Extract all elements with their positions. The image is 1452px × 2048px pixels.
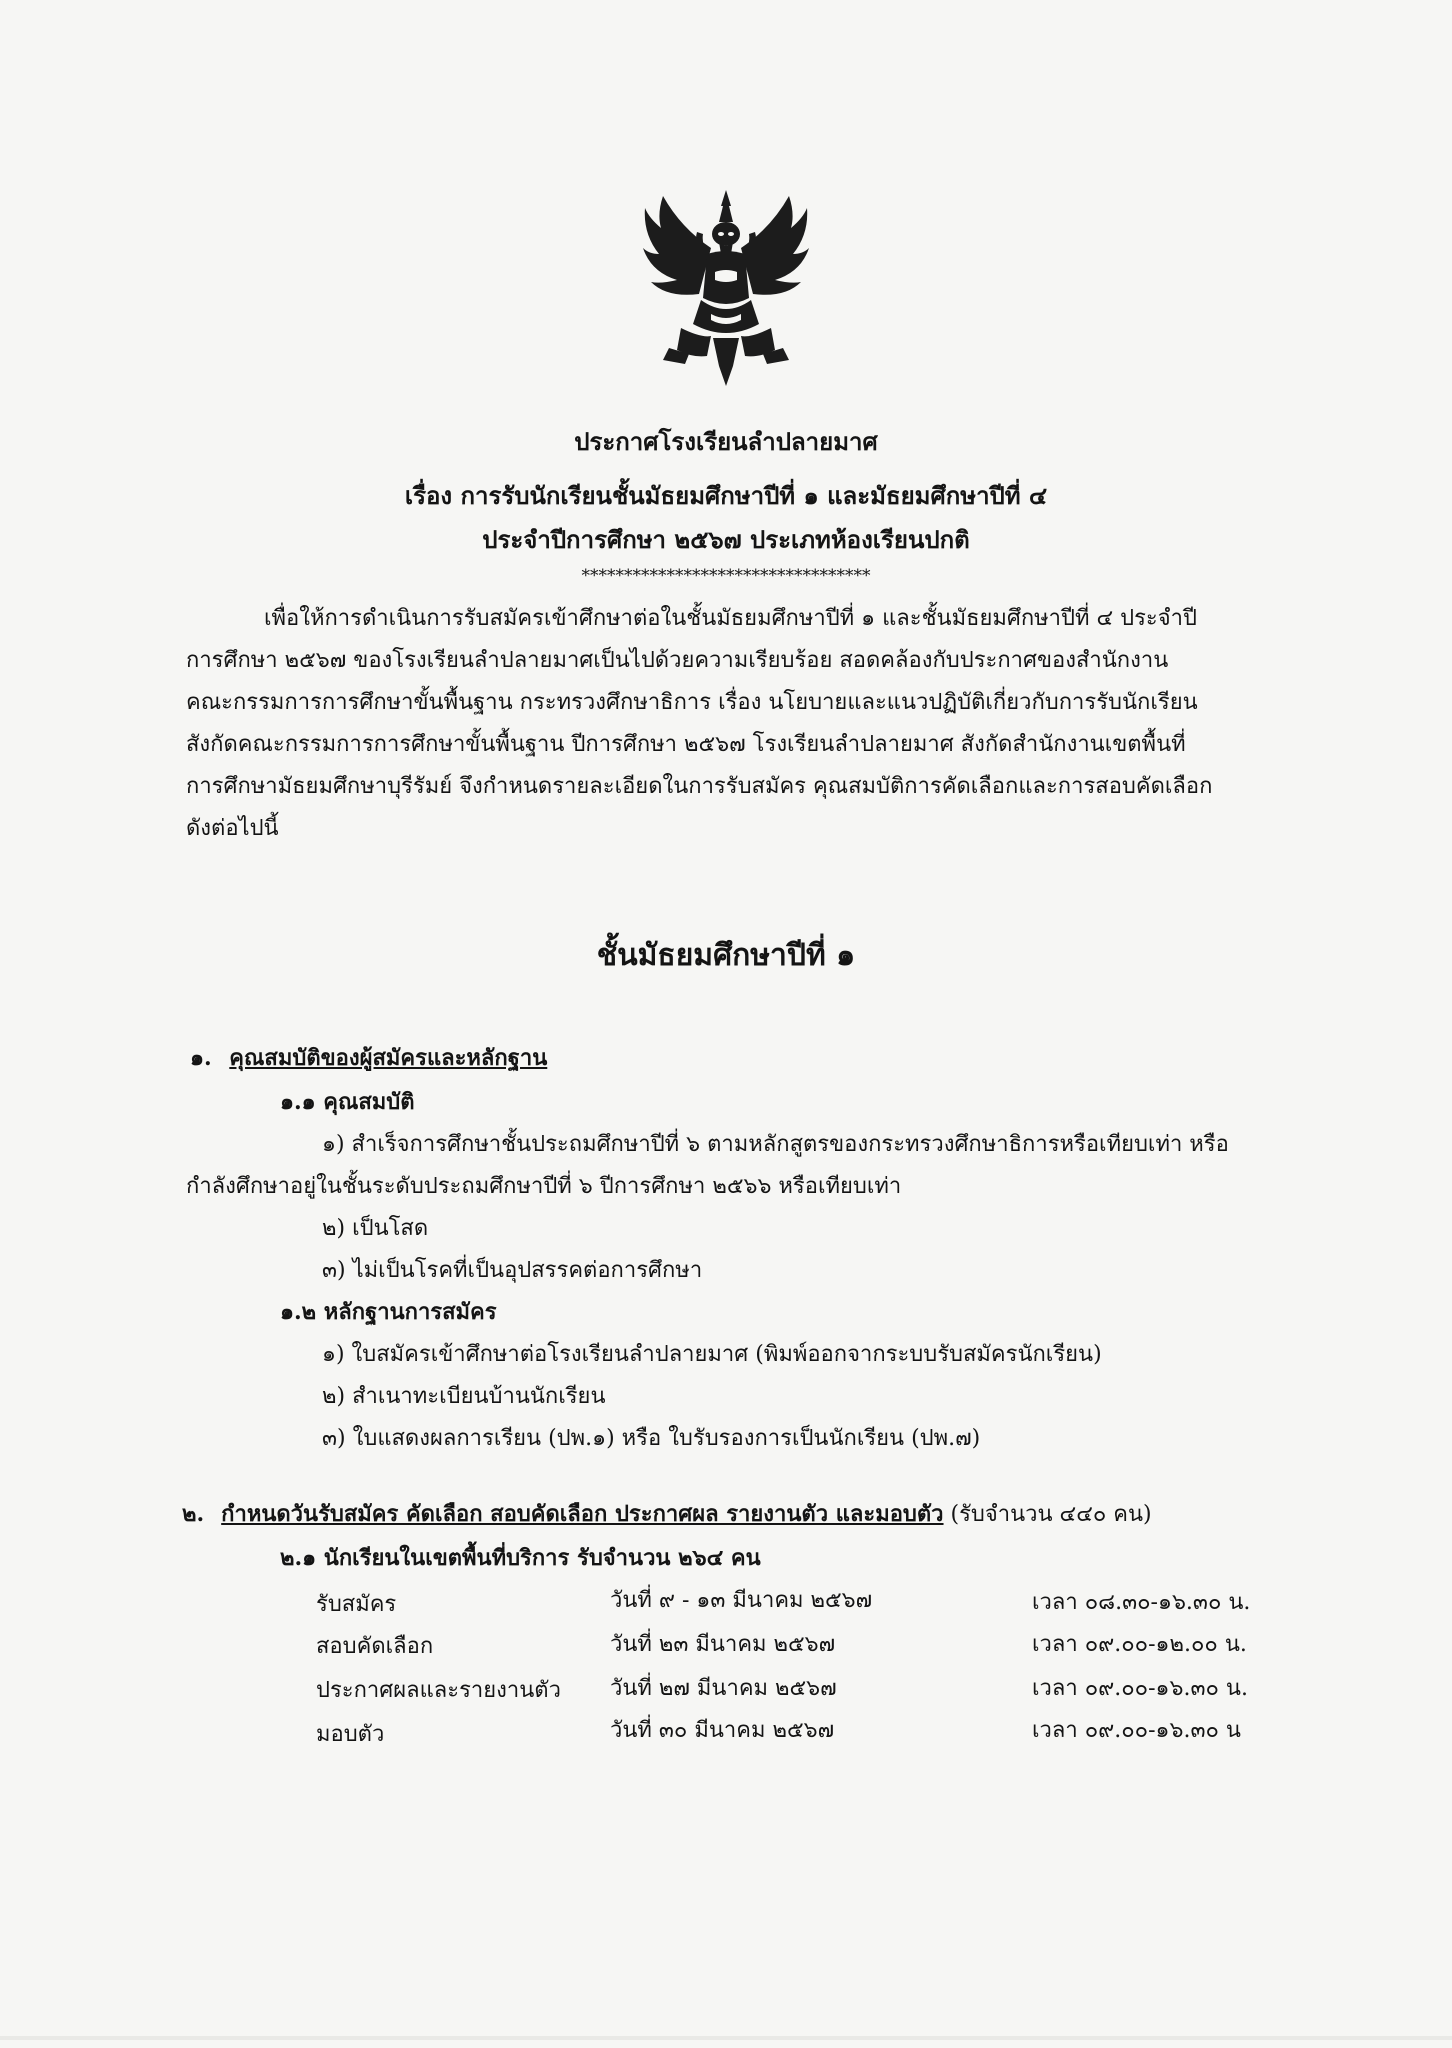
service-area-heading: ๒.๑ นักเรียนในเขตพื้นที่บริการ รับจำนวน ๒๖๔ คน bbox=[280, 1545, 761, 1571]
qualification-item: ๓) ไม่เป็นโรคที่เป็นอุปสรรคต่อการศึกษา bbox=[322, 1258, 703, 1283]
intro-line: เพื่อให้การดำเนินการรับสมัครเข้าศึกษาต่อในชั้นมัธยมศึกษาปีที่ ๑ และชั้นมัธยมศึกษาปีที่ ๔ ประจำปี bbox=[264, 606, 1197, 631]
schedule-label: มอบตัว bbox=[316, 1722, 385, 1747]
intro-line: คณะกรรมการการศึกษาขั้นพื้นฐาน กระทรวงศึกษาธิการ เรื่อง นโยบายและแนวปฏิบัติเกี่ยวกับการรับนักเรียน bbox=[186, 690, 1198, 715]
schedule-label: ประกาศผลและรายงานตัว bbox=[316, 1678, 561, 1703]
qualification-item: ๑) สำเร็จการศึกษาชั้นประถมศึกษาปีที่ ๖ ตามหลักสูตรของกระทรวงศึกษาธิการหรือเทียบเท่า หรือ bbox=[322, 1132, 1229, 1157]
garuda-emblem-icon bbox=[641, 188, 811, 388]
qualification-item-continued: กำลังศึกษาอยู่ในชั้นระดับประถมศึกษาปีที่ ๖ ปีการศึกษา ๒๕๖๖ หรือเทียบเท่า bbox=[186, 1174, 902, 1199]
section2-note: (รับจำนวน ๔๔๐ คน) bbox=[943, 1502, 1152, 1527]
section1-number: ๑. bbox=[190, 1045, 212, 1071]
schedule-date: วันที่ ๓๐ มีนาคม ๒๕๖๗ bbox=[610, 1718, 835, 1743]
section1-title: คุณสมบัติของผู้สมัครและหลักฐาน bbox=[229, 1045, 548, 1071]
document-item: ๒) สำเนาทะเบียนบ้านนักเรียน bbox=[322, 1384, 606, 1409]
scan-edge bbox=[0, 2036, 1452, 2040]
schedule-date: วันที่ ๒๗ มีนาคม ๒๕๖๗ bbox=[610, 1676, 837, 1701]
schedule-time: เวลา ๐๙.๐๐-๑๖.๓๐ น bbox=[1032, 1718, 1241, 1743]
document-item: ๑) ใบสมัครเข้าศึกษาต่อโรงเรียนลำปลายมาศ (พิมพ์ออกจากระบบรับสมัครนักเรียน) bbox=[322, 1342, 1102, 1367]
intro-line: ดังต่อไปนี้ bbox=[186, 816, 279, 841]
section2-heading bbox=[182, 1496, 1152, 1531]
schedule-time: เวลา ๐๙.๐๐-๑๒.๐๐ น. bbox=[1032, 1632, 1247, 1657]
qualifications-heading: ๑.๑ คุณสมบัติ bbox=[280, 1089, 415, 1115]
schedule-label: รับสมัคร bbox=[316, 1592, 397, 1617]
section-title: ชั้นมัธยมศึกษาปีที่ ๑ bbox=[596, 938, 856, 973]
section2-title: กำหนดวันรับสมัคร คัดเลือก สอบคัดเลือก ประกาศผล รายงานตัว และมอบตัว bbox=[221, 1501, 944, 1527]
intro-paragraph bbox=[186, 598, 1306, 850]
intro-line: การศึกษามัธยมศึกษาบุรีรัมย์ จึงกำหนดรายละเอียดในการรับสมัคร คุณสมบัติการคัดเลือกและการสอบคัดเลือก bbox=[186, 774, 1213, 799]
announcement-title: ประกาศโรงเรียนลำปลายมาศ bbox=[574, 427, 878, 456]
document-item: ๓) ใบแสดงผลการเรียน (ปพ.๑) หรือ ใบรับรองการเป็นนักเรียน (ปพ.๗) bbox=[322, 1426, 981, 1451]
documents-heading: ๑.๒ หลักฐานการสมัคร bbox=[280, 1299, 497, 1325]
section1-heading bbox=[190, 1040, 547, 1075]
qualification-item: ๒) เป็นโสด bbox=[322, 1216, 429, 1241]
schedule-time: เวลา ๐๙.๐๐-๑๖.๓๐ น. bbox=[1032, 1676, 1248, 1701]
schedule-label: สอบคัดเลือก bbox=[316, 1634, 434, 1659]
intro-line: การศึกษา ๒๕๖๗ ของโรงเรียนลำปลายมาศเป็นไปด้วยความเรียบร้อย สอดคล้องกับประกาศของสำนักงาน bbox=[186, 648, 1169, 673]
schedule-date: วันที่ ๙ - ๑๓ มีนาคม ๒๕๖๗ bbox=[610, 1588, 873, 1613]
schedule-date: วันที่ ๒๓ มีนาคม ๒๕๖๗ bbox=[610, 1632, 836, 1657]
announcement-year-line: ประจำปีการศึกษา ๒๕๖๗ ประเภทห้องเรียนปกติ bbox=[482, 525, 970, 554]
announcement-subject: เรื่อง การรับนักเรียนชั้นมัธยมศึกษาปีที่ ๑ และมัธยมศึกษาปีที่ ๔ bbox=[404, 481, 1048, 510]
schedule-time: เวลา ๐๘.๓๐-๑๖.๓๐ น. bbox=[1032, 1590, 1251, 1615]
star-divider: ********************************** bbox=[581, 566, 871, 586]
section2-number: ๒. bbox=[182, 1501, 205, 1527]
intro-line: สังกัดคณะกรรมการการศึกษาขั้นพื้นฐาน ปีการศึกษา ๒๕๖๗ โรงเรียนลำปลายมาศ สังกัดสำนักงานเขตพื้นที่ bbox=[186, 732, 1186, 757]
